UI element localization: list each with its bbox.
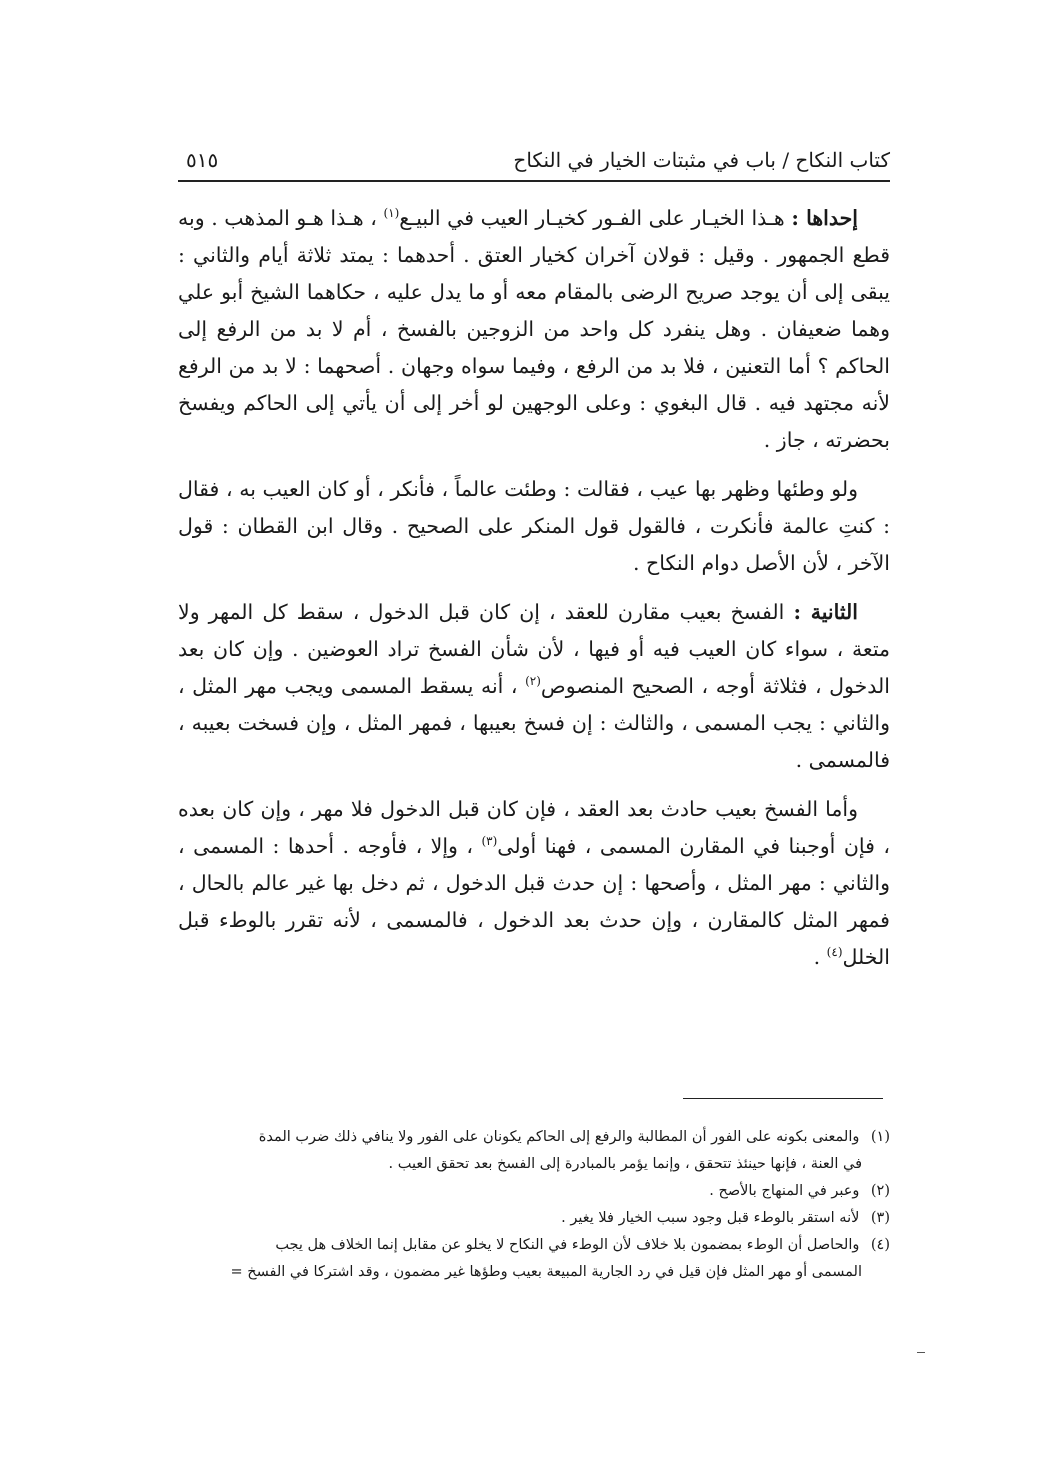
paragraph-text: .: [813, 945, 827, 969]
paragraph-text: الفسخ بعيب مقارن للعقد ، إن كان قبل الدخول ، سقط كل المهر ولا متعة ، سواء كان العيب فيه أو فيها ، لأن شأن الفسخ تراد العوضين . وإن كان بعد الدخول ، فثلاثة أوجه ، الصحيح المنصوص: [178, 600, 890, 698]
footnote-1-continuation: [170, 1151, 890, 1178]
running-header: [178, 140, 890, 182]
footnote-2: [170, 1178, 890, 1205]
footnote-text: في العنة ، فإنها حينئذ تتحقق ، وإنما يؤمر بالمبادرة إلى الفسخ بعد تحقق العيب .: [388, 1156, 862, 1172]
footnote-ref[interactable]: (١): [383, 206, 400, 221]
page-number: ٥١٥: [186, 148, 219, 172]
footnote-text: وعبر في المنهاج بالأصح .: [709, 1183, 860, 1199]
paragraph-text: هـذا الخيـار على الفـور كخيـار العيب في البيـع: [399, 206, 792, 230]
paragraph-text: ، وإلا ، فأوجه . أحدها : المسمى ، والثاني : مهر المثل ، وأصحها : إن حدث قبل الدخول ، ثم دخل بها غير عالم بالحال ، فمهر المثل كالمقارن ، وإن حدث بعد الدخول ، فالمسمى ، لأنه تقرر بالوطء قبل الخلل: [178, 834, 890, 969]
paragraph-3: [178, 594, 890, 779]
footnote-text: والمعنى بكونه على الفور أن المطالبة والرفع إلى الحاكم يكونان على الفور ولا ينافي ذلك ضرب المدة: [258, 1129, 860, 1145]
footnote-4-continuation: [170, 1259, 890, 1286]
paragraph-2: [178, 471, 890, 582]
footnote-4: [170, 1232, 890, 1259]
footnote-ref[interactable]: (٣): [481, 834, 498, 849]
paragraph-4: [178, 791, 890, 976]
footnote-3: [170, 1205, 890, 1232]
footnote-text: لأنه استقر بالوطء قبل وجود سبب الخيار فلا يغير .: [561, 1210, 860, 1226]
paragraph-1: [178, 200, 890, 459]
footnotes: [170, 1124, 890, 1286]
footnote-text: المسمى أو مهر المثل فإن قيل في رد الجارية المبيعة بعيب وطؤها غير مضمون ، وقد اشتركا في الفسخ =: [230, 1264, 862, 1280]
footnote-number: (١): [870, 1129, 890, 1145]
footnote-ref[interactable]: (٤): [826, 945, 843, 960]
paragraph-text: ، أنه يسقط المسمى ويجب مهر المثل ، والثاني : يجب المسمى ، والثالث : إن فسخ بعيبها ، فمهر المثل ، وإن فسخت بعيبه ، فالمسمى .: [178, 674, 890, 772]
footnote-number: (٢): [870, 1183, 890, 1199]
footnote-1: [170, 1124, 890, 1151]
paragraph-text: وأما الفسخ بعيب حادث بعد العقد ، فإن كان قبل الدخول فلا مهر ، وإن كان بعده ، فإن أوجبنا في المقارن المسمى ، فهنا أولى: [178, 797, 890, 858]
main-text: [178, 200, 890, 988]
page-mark: [917, 1352, 925, 1353]
header-title: كتاب النكاح / باب في مثبتات الخيار في النكاح: [513, 148, 890, 172]
footnote-number: (٤): [870, 1237, 890, 1253]
paragraph-text: ، هـذا هـو المذهب . وبه قطع الجمهور . وقيل : قولان آخران كخيار العتق . أحدهما : يمتد ثلاثة أيام والثاني : يبقى إلى أن يوجد صريح الرضى بالمقام معه أو ما يدل عليه ، حكاهما الشيخ أبو علي وهما ضعيفان . وهل ينفرد كل واحد من الزوجين بالفسخ ، أم لا بد من الرفع إلى الحاكم ؟ أما التعنين ، فلا بد من الرفع ، وفيما سواه وجهان . أصحهما : لا بد من الرفع لأنه مجتهد فيه . قال البغوي : وعلى الوجهين لو أخر إلى أن يأتي إلى الحاكم ويفسخ بحضرته ، جاز .: [178, 206, 890, 452]
footnote-text: والحاصل أن الوطء بمضمون بلا خلاف لأن الوطء في النكاح لا يخلو عن مقابل إنما الخلاف هل يجب: [275, 1237, 860, 1253]
paragraph-text: ولو وطئها وظهر بها عيب ، فقالت : وطئت عالماً ، فأنكر ، أو كان العيب به ، فقال : كنتِ عالمة فأنكرت ، فالقول قول المنكر على الصحيح . وقال ابن القطان : قول الآخر ، لأن الأصل دوام النكاح .: [178, 477, 890, 575]
footnote-separator: [683, 1098, 883, 1099]
footnote-ref[interactable]: (٢): [525, 674, 541, 689]
paragraph-lead: إحداها :: [791, 206, 859, 230]
footnote-number: (٣): [870, 1210, 890, 1226]
paragraph-lead: الثانية :: [793, 600, 858, 624]
